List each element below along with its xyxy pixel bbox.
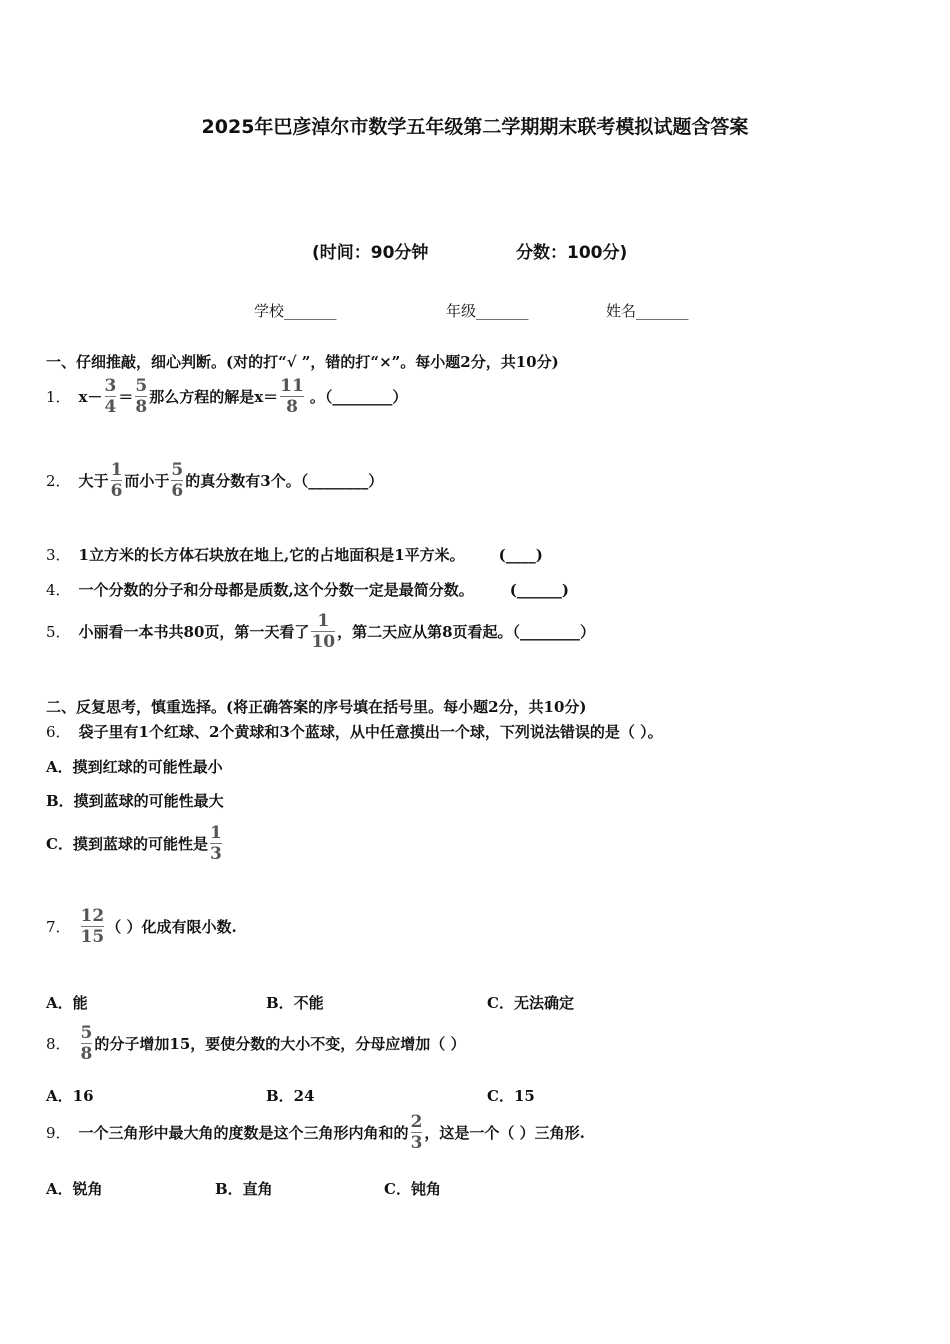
name-field[interactable]: 姓名_______	[606, 302, 689, 320]
question-number: 7．	[46, 918, 71, 936]
text: ，这是一个（ ）三角形.	[424, 1124, 585, 1142]
school-field[interactable]: 学校_______	[254, 302, 337, 320]
q6-option-c[interactable]	[46, 824, 224, 863]
text: 袋子里有1个红球、2个黄球和3个蓝球，从中任意摸出一个球，下列说法错误的是（ ）。	[78, 723, 663, 741]
question-number: 4．	[46, 581, 71, 599]
fraction	[280, 377, 304, 416]
text: 而小于	[124, 472, 170, 490]
question-number: 8．	[46, 1035, 71, 1053]
grade-field[interactable]: 年级_______	[446, 302, 529, 320]
section-1-heading: 一、仔细推敲，细心判断。(对的打“√ ”，错的打“×”。每小题2分，共10分)	[46, 353, 559, 371]
q7-option-c[interactable]: C．无法确定	[487, 994, 574, 1012]
question-3	[46, 544, 543, 565]
q7-option-b[interactable]: B．不能	[266, 994, 324, 1012]
numerator: 1	[317, 611, 330, 631]
question-4	[46, 579, 569, 600]
q9-option-b[interactable]: B．直角	[215, 1180, 273, 1198]
q7-option-a[interactable]: A．能	[46, 994, 88, 1012]
numerator: 11	[280, 376, 304, 396]
question-number: 1．	[46, 388, 71, 406]
page-title: 2025年巴彦淖尔市数学五年级第二学期期末联考模拟试题含答案	[201, 116, 749, 138]
fraction	[105, 377, 117, 416]
fraction	[81, 907, 105, 946]
q8-option-c[interactable]: C．15	[487, 1087, 535, 1105]
question-number: 6．	[46, 723, 71, 741]
answer-blank[interactable]: ，第二天应从第8页看起。（________）	[337, 623, 596, 641]
question-7	[46, 907, 237, 946]
denominator: 10	[311, 632, 336, 652]
question-number: 3．	[46, 546, 71, 564]
question-number: 2．	[46, 472, 71, 490]
fraction	[171, 461, 183, 500]
question-9	[46, 1113, 585, 1152]
answer-blank[interactable]: (____)	[498, 545, 543, 564]
fraction	[135, 377, 147, 416]
q6-option-a[interactable]: A．摸到红球的可能性最小	[46, 758, 223, 776]
denominator: 8	[135, 397, 148, 417]
question-6	[46, 721, 663, 742]
numerator: 12	[80, 906, 105, 926]
text: 一个分数的分子和分母都是质数,这个分数一定是最简分数。	[78, 581, 474, 599]
q9-option-c[interactable]: C．钝角	[384, 1180, 441, 1198]
text: 大于	[78, 472, 109, 490]
fraction	[210, 824, 222, 863]
numerator: 3	[104, 376, 117, 396]
question-number: 5．	[46, 623, 71, 641]
numerator: 5	[171, 460, 184, 480]
question-8	[46, 1024, 466, 1063]
text: x－	[78, 388, 103, 406]
text: 小丽看一本书共80页，第一天看了	[78, 623, 310, 641]
text: ＝	[118, 388, 134, 406]
section-2-heading: 二、反复思考，慎重选择。(将正确答案的序号填在括号里。每小题2分，共10分)	[46, 698, 587, 716]
option-text: C．摸到蓝球的可能性是	[46, 835, 208, 853]
denominator: 3	[209, 844, 222, 864]
q8-option-a[interactable]: A．16	[46, 1087, 94, 1105]
exam-time: (时间：90分钟	[312, 243, 429, 263]
fraction	[111, 461, 123, 500]
answer-blank[interactable]: 。（________）	[309, 388, 408, 406]
denominator: 3	[410, 1133, 423, 1153]
text: 那么方程的解是x＝	[149, 388, 279, 406]
question-1	[46, 377, 407, 416]
denominator: 8	[80, 1044, 93, 1064]
question-5	[46, 612, 595, 651]
numerator: 5	[80, 1023, 93, 1043]
text: 一个三角形中最大角的度数是这个三角形内角和的	[78, 1124, 409, 1142]
numerator: 1	[110, 460, 123, 480]
question-number: 9．	[46, 1124, 71, 1142]
q6-option-b[interactable]: B．摸到蓝球的可能性最大	[46, 792, 224, 810]
numerator: 5	[135, 376, 148, 396]
question-2	[46, 461, 383, 500]
numerator: 1	[209, 823, 222, 843]
numerator: 2	[410, 1112, 423, 1132]
answer-blank[interactable]: 的真分数有3个。（________）	[185, 472, 384, 490]
fraction	[411, 1113, 423, 1152]
fraction	[311, 612, 335, 651]
fraction	[81, 1024, 93, 1063]
denominator: 4	[104, 397, 117, 417]
text: 1立方米的长方体石块放在地上,它的占地面积是1平方米。	[78, 546, 465, 564]
exam-score: 分数：100分)	[516, 243, 628, 263]
q9-option-a[interactable]: A．锐角	[46, 1180, 103, 1198]
denominator: 6	[171, 481, 184, 501]
text: 的分子增加15，要使分数的大小不变，分母应增加（ ）	[94, 1035, 466, 1053]
denominator: 8	[286, 397, 298, 417]
denominator: 15	[80, 927, 105, 947]
denominator: 6	[110, 481, 123, 501]
text: （ ）化成有限小数.	[106, 918, 237, 936]
answer-blank[interactable]: (______)	[509, 580, 569, 599]
q8-option-b[interactable]: B．24	[266, 1087, 315, 1105]
